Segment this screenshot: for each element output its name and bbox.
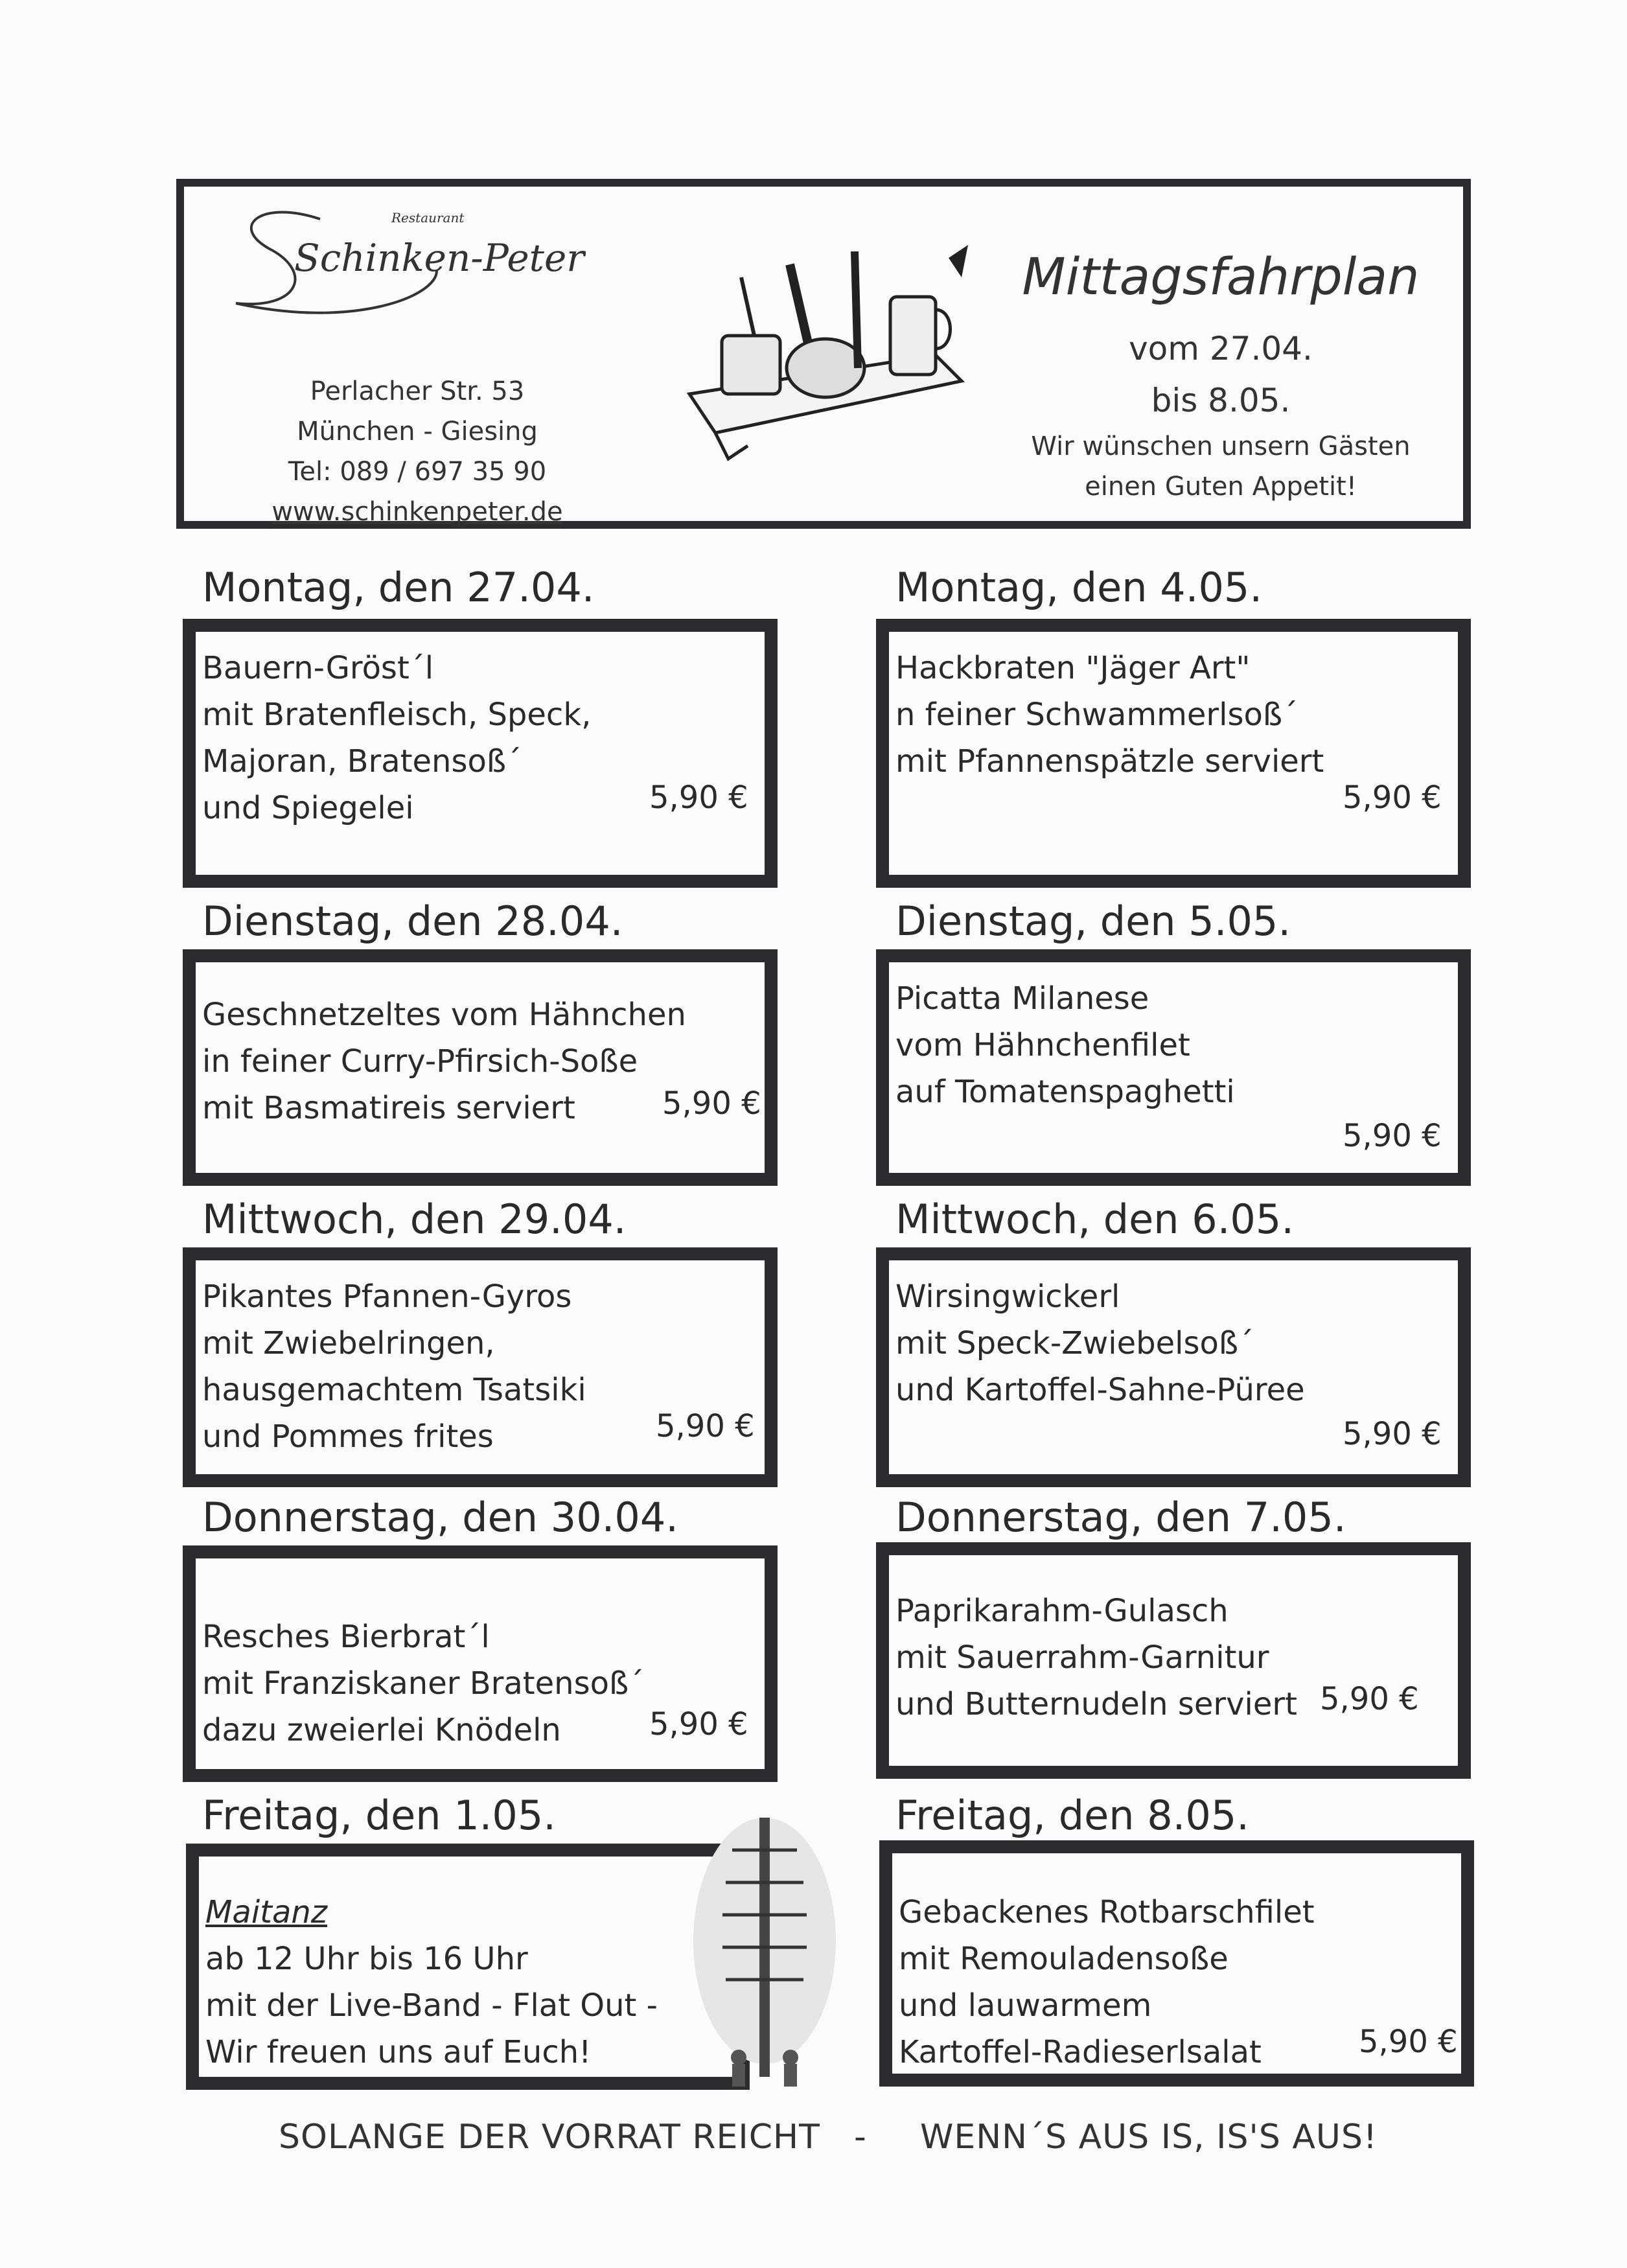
dish-line: mit Basmatireis serviert xyxy=(202,1090,575,1126)
dish-line: n feiner Schwammerlsoß´ xyxy=(895,697,1298,733)
dish-line: Pikantes Pfannen-Gyros xyxy=(202,1279,572,1315)
footer-right: WENN´S AUS IS, IS'S AUS! xyxy=(920,2118,1378,2157)
day-heading: Dienstag, den 28.04. xyxy=(202,897,623,945)
maypole-illustration xyxy=(687,1811,842,2090)
greeting xyxy=(987,426,1454,507)
day-heading: Montag, den 4.05. xyxy=(895,564,1263,611)
dish-line: mit Sauerrahm-Garnitur xyxy=(895,1639,1269,1676)
menu-box xyxy=(183,619,778,888)
day-heading: Freitag, den 1.05. xyxy=(202,1792,556,1839)
logo-small-text: Restaurant xyxy=(391,210,465,226)
dish-price: 5,90 € xyxy=(1343,1416,1442,1452)
day-heading: Montag, den 27.04. xyxy=(202,564,595,611)
dish-line: und Butternudeln serviert xyxy=(895,1686,1297,1722)
date-to: bis 8.05. xyxy=(1151,382,1291,419)
dish-line: und Kartoffel-Sahne-Püree xyxy=(895,1372,1305,1408)
dish-line: hausgemachtem Tsatsiki xyxy=(202,1372,586,1408)
event-box xyxy=(186,1844,750,2090)
menu-title: Mittagsfahrplan xyxy=(1022,248,1420,307)
dish-line: Picatta Milanese xyxy=(895,980,1149,1017)
menu-box xyxy=(183,1545,778,1782)
address-phone: Tel: 089 / 697 35 90 xyxy=(288,457,547,487)
dish-line: mit Franziskaner Bratensoß´ xyxy=(202,1665,645,1702)
dish-line: auf Tomatenspaghetti xyxy=(895,1074,1235,1110)
event-line: ab 12 Uhr bis 16 Uhr xyxy=(205,1941,528,1977)
dish-price: 5,90 € xyxy=(662,1085,761,1122)
dish-price: 5,90 € xyxy=(649,1706,748,1742)
restaurant-logo xyxy=(223,200,586,329)
dish-line: dazu zweierlei Knödeln xyxy=(202,1712,561,1748)
event-line: mit der Live-Band - Flat Out - xyxy=(205,1987,658,2024)
dish-line: und Spiegelei xyxy=(202,790,414,826)
dish-line: Majoran, Bratensoß´ xyxy=(202,743,522,780)
dish-line: und lauwarmem xyxy=(899,1987,1152,2024)
day-heading: Mittwoch, den 6.05. xyxy=(895,1196,1295,1243)
menu-box xyxy=(876,1542,1471,1779)
address-block xyxy=(268,371,566,532)
greeting-line-2: einen Guten Appetit! xyxy=(1085,472,1357,502)
menu-box xyxy=(876,619,1471,888)
dish-line: in feiner Curry-Pfirsich-Soße xyxy=(202,1043,638,1080)
day-heading: Dienstag, den 5.05. xyxy=(895,897,1291,945)
menu-box xyxy=(876,949,1471,1186)
dish-line: Paprikarahm-Gulasch xyxy=(895,1593,1229,1629)
event-line: Wir freuen uns auf Euch! xyxy=(205,2034,592,2070)
food-board-illustration xyxy=(676,238,975,472)
dish-price: 5,90 € xyxy=(1343,780,1442,816)
dish-price: 5,90 € xyxy=(1359,2024,1458,2060)
dish-line: Gebackenes Rotbarschfilet xyxy=(899,1894,1315,1930)
menu-box xyxy=(876,1247,1471,1487)
dish-line: mit Remouladensoße xyxy=(899,1941,1229,1977)
dish-line: Wirsingwickerl xyxy=(895,1279,1120,1315)
day-heading: Donnerstag, den 30.04. xyxy=(202,1494,678,1541)
dish-line: Hackbraten "Jäger Art" xyxy=(895,650,1251,686)
day-heading: Mittwoch, den 29.04. xyxy=(202,1196,627,1243)
dish-line: mit Zwiebelringen, xyxy=(202,1325,495,1361)
header-box xyxy=(176,179,1471,529)
date-from: vom 27.04. xyxy=(1129,330,1313,367)
address-street: Perlacher Str. 53 xyxy=(310,376,525,406)
footer-dash: - xyxy=(854,2118,867,2157)
footer-left: SOLANGE DER VORRAT REICHT xyxy=(279,2118,820,2157)
dish-line: mit Speck-Zwiebelsoß´ xyxy=(895,1325,1254,1361)
dish-price: 5,90 € xyxy=(649,780,748,816)
dish-line: Kartoffel-Radieserlsalat xyxy=(899,2034,1262,2070)
dish-price: 5,90 € xyxy=(1320,1681,1419,1717)
dish-line: Resches Bierbrat´l xyxy=(202,1619,490,1655)
dish-line: Bauern-Gröst´l xyxy=(202,650,434,686)
dish-line: vom Hähnchenfilet xyxy=(895,1027,1190,1063)
event-title: Maitanz xyxy=(205,1894,328,1930)
address-city: München - Giesing xyxy=(297,417,538,446)
dish-line: mit Pfannenspätzle serviert xyxy=(895,743,1324,780)
dish-price: 5,90 € xyxy=(656,1408,755,1444)
greeting-line-1: Wir wünschen unsern Gästen xyxy=(1031,432,1411,461)
dish-line: Geschnetzeltes vom Hähnchen xyxy=(202,997,686,1033)
menu-box xyxy=(879,1840,1474,2087)
dish-line: und Pommes frites xyxy=(202,1418,494,1455)
dish-price: 5,90 € xyxy=(1343,1118,1442,1154)
menu-box xyxy=(183,1247,778,1487)
day-heading: Freitag, den 8.05. xyxy=(895,1792,1249,1839)
date-range xyxy=(987,323,1454,426)
dish-line: mit Bratenfleisch, Speck, xyxy=(202,697,592,733)
website-link[interactable]: www.schinkenpeter.de xyxy=(271,497,563,527)
logo-name-text: Schinken-Peter xyxy=(294,236,584,280)
day-heading: Donnerstag, den 7.05. xyxy=(895,1494,1346,1541)
menu-box xyxy=(183,949,778,1186)
